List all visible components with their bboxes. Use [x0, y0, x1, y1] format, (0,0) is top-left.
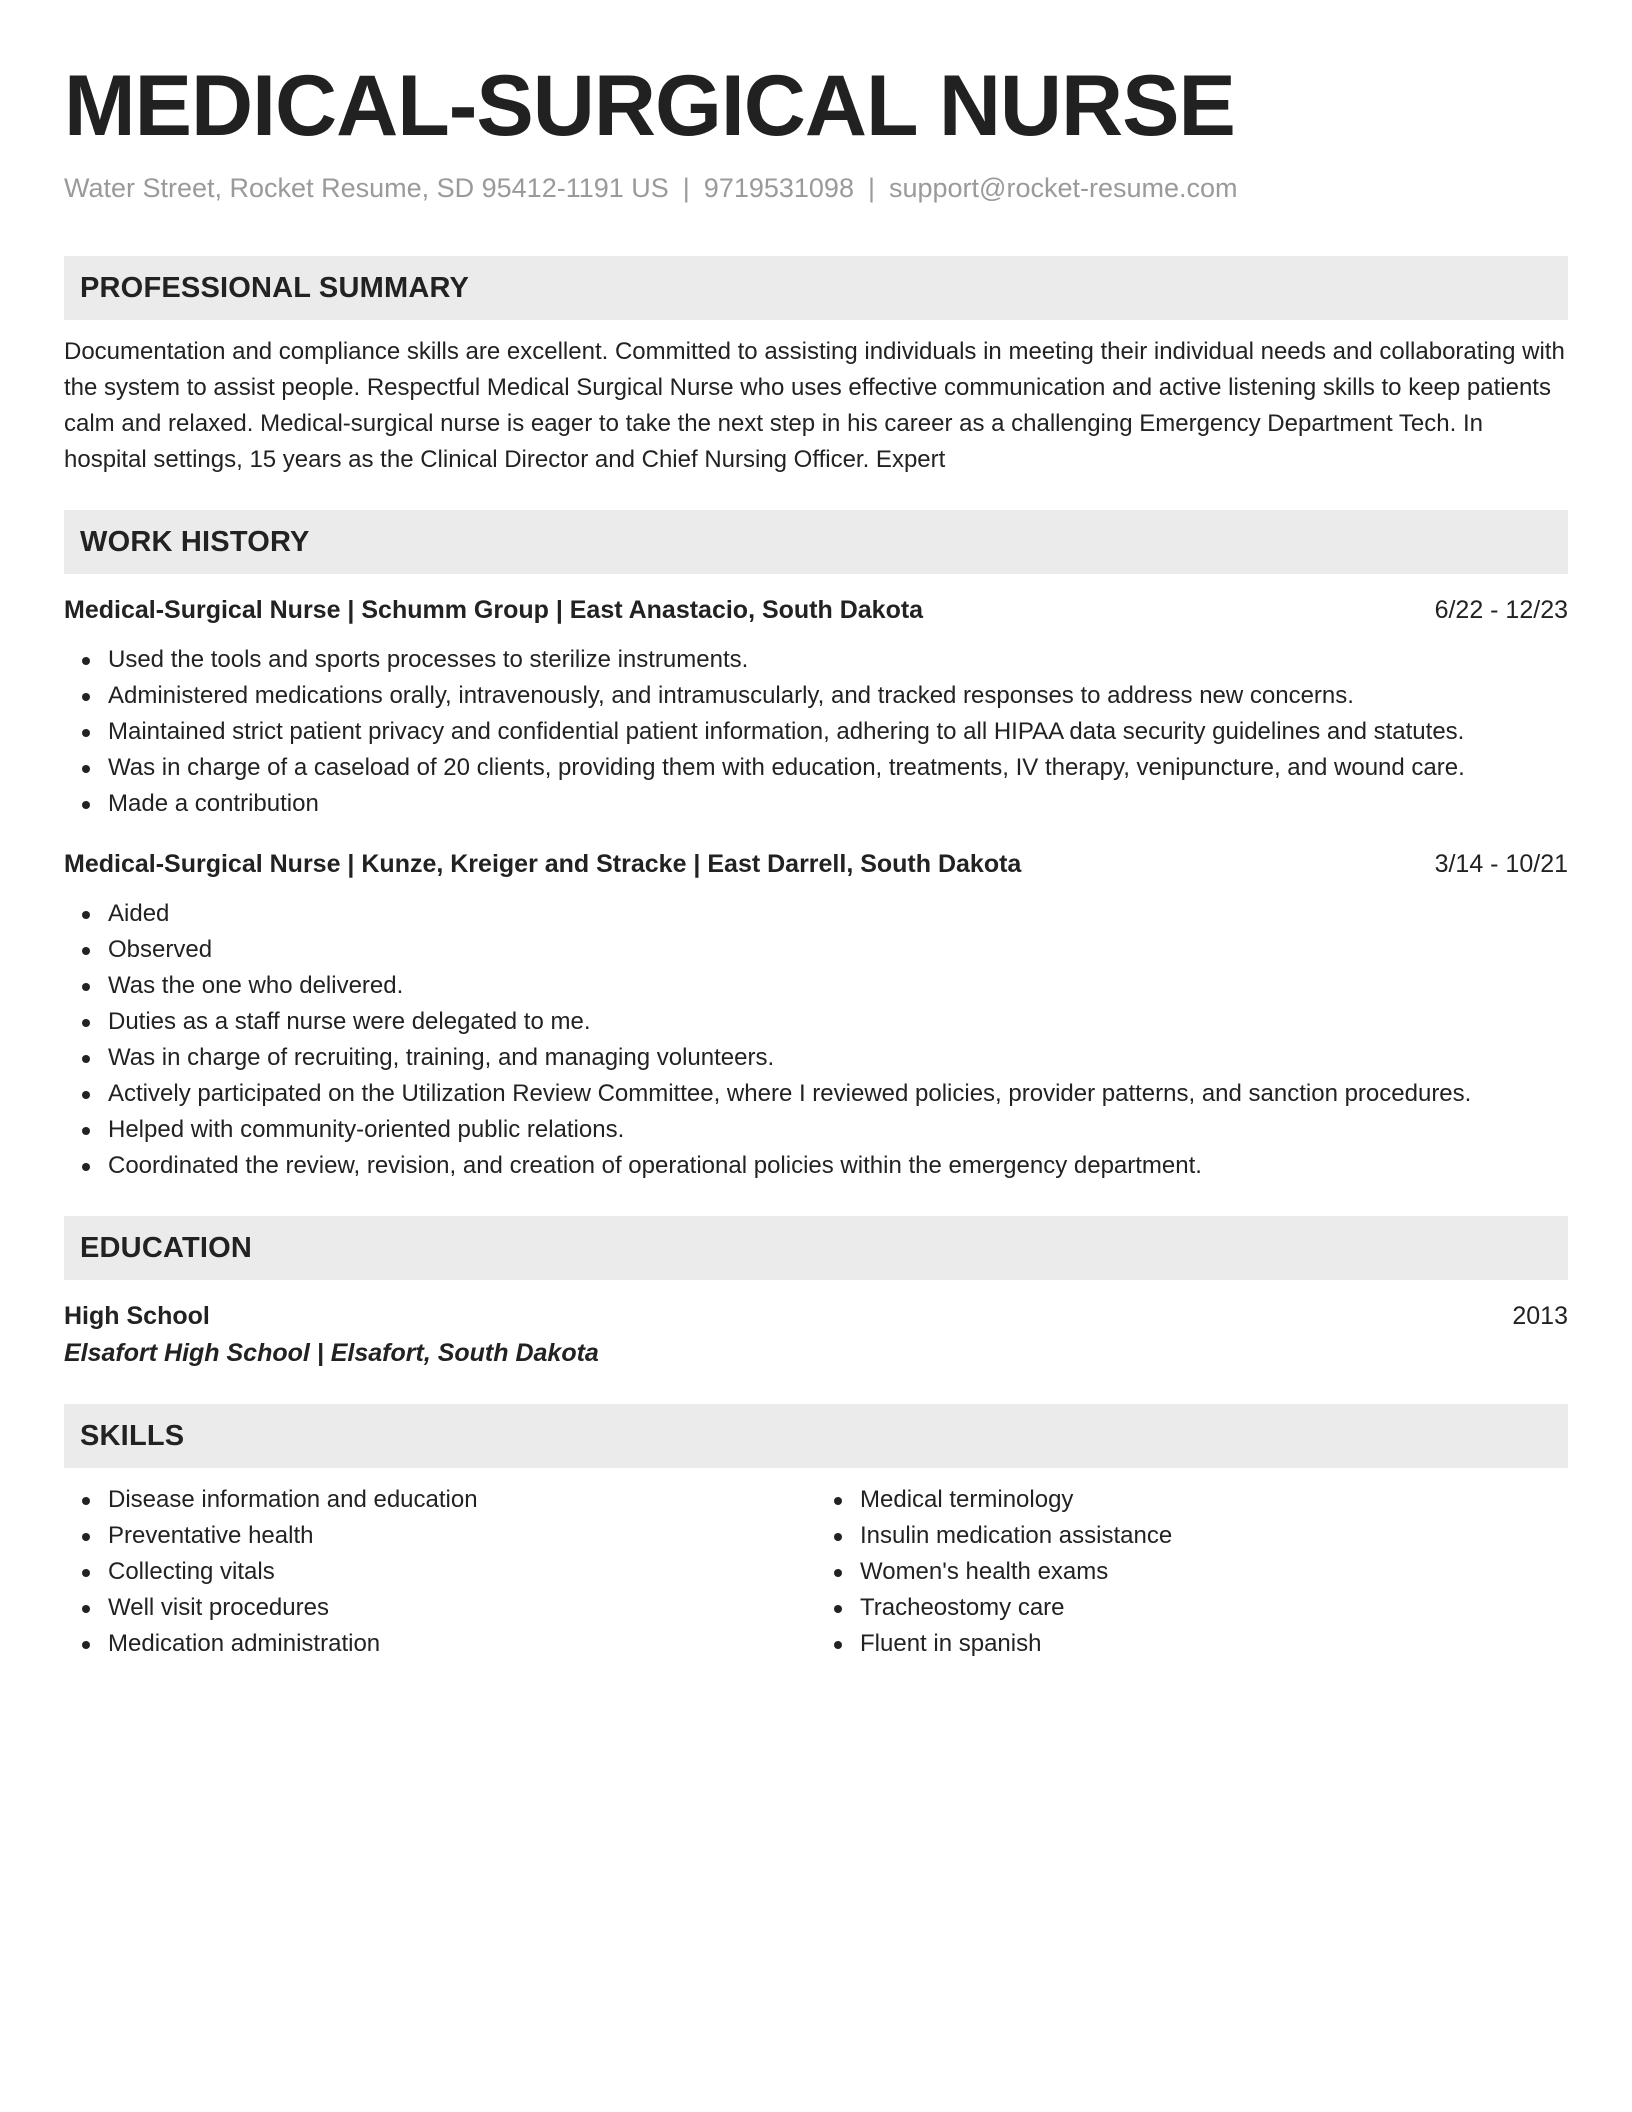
education-entry	[64, 1298, 1568, 1372]
contact-line	[64, 170, 1568, 206]
contact-separator: |	[867, 173, 875, 203]
skill-item: Women's health exams	[860, 1554, 1568, 1590]
skill-item: Preventative health	[108, 1518, 816, 1554]
resume-name: MEDICAL-SURGICAL NURSE	[64, 58, 1235, 154]
job-bullet: Administered medications orally, intravenously, and intramuscularly, and tracked responses to address new concerns.	[108, 678, 1568, 714]
contact-email[interactable]: support@rocket-resume.com	[888, 173, 1238, 203]
education-degree: High School	[64, 1302, 210, 1330]
job-bullet: Maintained strict patient privacy and confidential patient information, adhering to all HIPAA data security guidelines and statutes.	[108, 714, 1568, 750]
section-heading-skills: SKILLS	[64, 1404, 1568, 1468]
education-header	[64, 1298, 1568, 1334]
education-year: 2013	[1512, 1302, 1568, 1330]
job-bullet-list	[64, 642, 1568, 822]
job-bullet: Actively participated on the Utilization Review Committee, where I reviewed policies, provider patterns, and sanction procedures.	[108, 1076, 1568, 1112]
skill-item: Well visit procedures	[108, 1590, 816, 1626]
job-bullet: Used the tools and sports processes to sterilize instruments.	[108, 642, 1568, 678]
skills-list-left	[64, 1482, 816, 1662]
skill-item: Disease information and education	[108, 1482, 816, 1518]
education-school: Elsafort High School | Elsafort, South Dakota	[64, 1339, 599, 1367]
job-bullet: Coordinated the review, revision, and creation of operational policies within the emergency department.	[108, 1148, 1568, 1184]
job-bullet: Made a contribution	[108, 786, 1568, 822]
skills-list-right	[816, 1482, 1568, 1662]
job-title: Medical-Surgical Nurse | Kunze, Kreiger and Stracke | East Darrell, South Dakota	[64, 850, 1022, 878]
contact-phone: 9719531098	[703, 173, 854, 203]
summary-text: Documentation and compliance skills are excellent. Committed to assisting individuals in meeting their individual needs and collaborating with the system to assist people. Respectful Medical Surgical Nurse who uses effective communication and active listening skills to keep patients calm and relaxed. Medical-surgical nurse is eager to take the next step in his career as a challenging Emergency Department Tech. In hospital settings, 15 years as the Clinical Director and Chief Nursing Officer. Expert	[64, 338, 1565, 473]
skill-item: Medical terminology	[860, 1482, 1568, 1518]
skill-item: Tracheostomy care	[860, 1590, 1568, 1626]
skill-item: Medication administration	[108, 1626, 816, 1662]
job-bullet: Was the one who delivered.	[108, 968, 1568, 1004]
job-bullet: Was in charge of a caseload of 20 clients, providing them with education, treatments, IV therapy, venipuncture, and wound care.	[108, 750, 1568, 786]
job-entry	[64, 846, 1568, 1184]
job-header	[64, 592, 1568, 628]
job-header	[64, 846, 1568, 882]
section-heading-summary: PROFESSIONAL SUMMARY	[64, 256, 1568, 320]
contact-address: Water Street, Rocket Resume, SD 95412-1191 US	[64, 173, 669, 203]
job-bullet: Helped with community-oriented public relations.	[108, 1112, 1568, 1148]
job-dates: 6/22 - 12/23	[1434, 596, 1568, 624]
job-bullet: Duties as a staff nurse were delegated to me.	[108, 1004, 1568, 1040]
job-bullet: Observed	[108, 932, 1568, 968]
skill-item: Fluent in spanish	[860, 1626, 1568, 1662]
section-heading-work-history: WORK HISTORY	[64, 510, 1568, 574]
skills-columns	[64, 1482, 1568, 1662]
job-bullet: Aided	[108, 896, 1568, 932]
job-title: Medical-Surgical Nurse | Schumm Group | East Anastacio, South Dakota	[64, 596, 924, 624]
skill-item: Collecting vitals	[108, 1554, 816, 1590]
job-bullet: Was in charge of recruiting, training, and managing volunteers.	[108, 1040, 1568, 1076]
job-entry	[64, 592, 1568, 822]
job-bullet-list	[64, 896, 1568, 1184]
contact-separator: |	[682, 173, 690, 203]
job-dates: 3/14 - 10/21	[1434, 850, 1568, 878]
skill-item: Insulin medication assistance	[860, 1518, 1568, 1554]
section-heading-education: EDUCATION	[64, 1216, 1568, 1280]
